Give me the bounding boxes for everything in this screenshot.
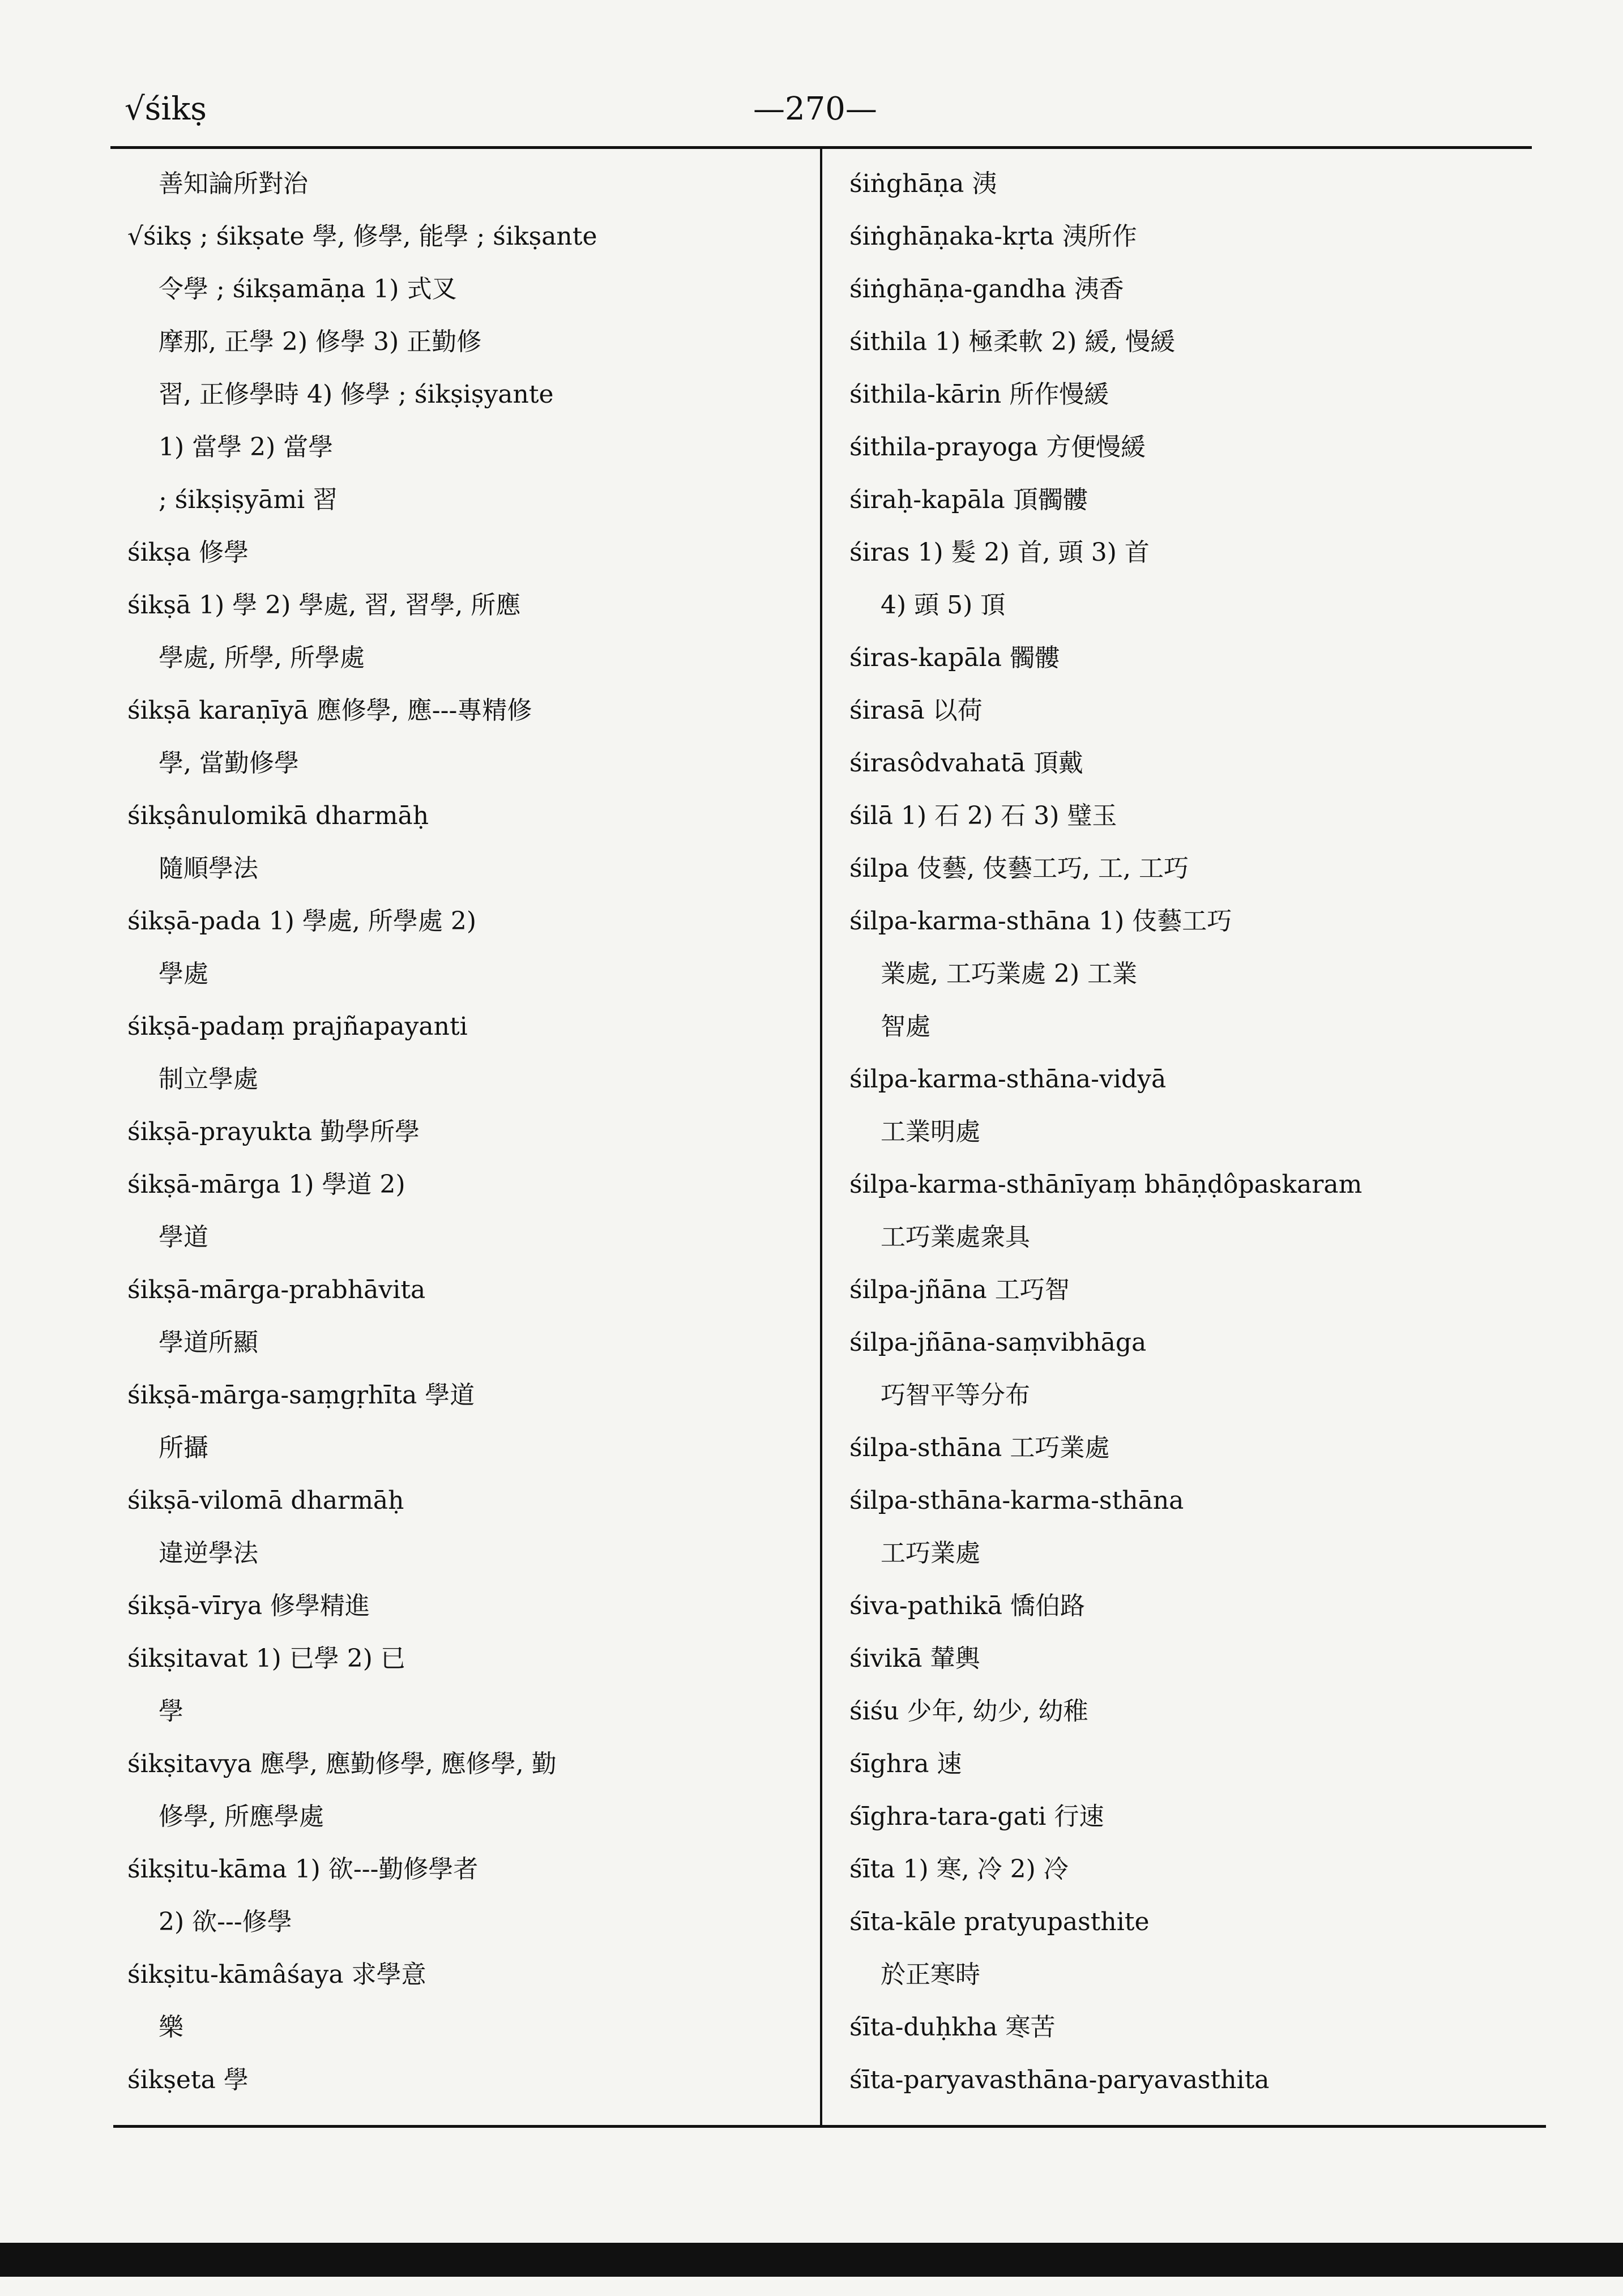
dictionary-line: śīta-kāle pratyupasthite <box>849 1907 1150 1936</box>
dictionary-line: śikṣā-pada 1) 學處, 所學處 2) <box>127 907 477 936</box>
bottom-rule <box>113 2125 1546 2128</box>
dictionary-line: 制立學處 <box>159 1065 258 1094</box>
dictionary-line: ; śikṣiṣyāmi 習 <box>159 485 338 514</box>
dictionary-line: 修學, 所應學處 <box>159 1802 324 1831</box>
dictionary-line: śiva-pathikā 憍伯路 <box>849 1591 1085 1620</box>
dictionary-line: śikṣa 修學 <box>127 538 249 567</box>
dictionary-line: śikṣitavat 1) 已學 2) 已 <box>127 1644 405 1673</box>
dictionary-line: 業處, 工巧業處 2) 工業 <box>881 959 1138 988</box>
dictionary-line: 隨順學法 <box>159 854 258 883</box>
dictionary-line: śiras-kapāla 髑髏 <box>849 643 1060 672</box>
right-column <box>849 157 1506 2106</box>
dictionary-line: śīghra-tara-gati 行速 <box>849 1802 1104 1831</box>
dictionary-line: śīta-paryavasthāna-paryavasthita <box>849 2065 1270 2094</box>
dictionary-line: 巧智平等分布 <box>881 1381 1030 1410</box>
dictionary-line: śilpa-karma-sthāna-vidyā <box>849 1065 1167 1094</box>
dictionary-line: śikṣânulomikā dharmāḥ <box>127 801 429 830</box>
dictionary-line: śikṣitu-kāmâśaya 求學意 <box>127 1960 426 1989</box>
dictionary-line: 工巧業處衆具 <box>881 1223 1030 1252</box>
dictionary-line: śikṣā-vīrya 修學精進 <box>127 1591 370 1620</box>
dictionary-line: 於正寒時 <box>881 1960 980 1989</box>
dictionary-line: 學處, 所學, 所學處 <box>159 643 365 672</box>
dictionary-line: śikṣitavya 應學, 應勤修學, 應修學, 勤 <box>127 1749 557 1778</box>
column-divider <box>820 148 822 2125</box>
dictionary-line: 善知論所對治 <box>159 169 308 198</box>
dictionary-line: 1) 當學 2) 當學 <box>159 433 334 462</box>
dictionary-line: śivikā 輦輿 <box>849 1644 980 1673</box>
dictionary-line: śiṅghāṇaka-kṛta 洟所作 <box>849 222 1137 251</box>
dictionary-line: 2) 欲---修學 <box>159 1907 292 1936</box>
dictionary-line: 學道 <box>159 1223 208 1252</box>
dictionary-line: śilpa-sthāna-karma-sthāna <box>849 1486 1184 1515</box>
dictionary-line: 習, 正修學時 4) 修學 ; śikṣiṣyante <box>159 380 554 409</box>
dictionary-line: śilpa-jñāna-saṃvibhāga <box>849 1328 1147 1357</box>
dictionary-line: śīta 1) 寒, 冷 2) 冷 <box>849 1855 1069 1884</box>
dictionary-line: śikṣā-vilomā dharmāḥ <box>127 1486 404 1515</box>
dictionary-line: 違逆學法 <box>159 1539 258 1568</box>
dictionary-line: 學處 <box>159 959 208 988</box>
dictionary-line: 智處 <box>881 1012 930 1041</box>
dictionary-line: śikṣā-prayukta 勤學所學 <box>127 1117 420 1146</box>
dictionary-line: śikṣitu-kāma 1) 欲---勤修學者 <box>127 1855 479 1884</box>
dictionary-line: śirasôdvahatā 頂戴 <box>849 749 1083 778</box>
dictionary-line: śikṣā-mārga-saṃgṛhīta 學道 <box>127 1381 475 1410</box>
dictionary-line: 工巧業處 <box>881 1539 980 1568</box>
dictionary-line: śilpa-jñāna 工巧智 <box>849 1275 1070 1304</box>
dictionary-line: śiśu 少年, 幼少, 幼稚 <box>849 1697 1088 1726</box>
dictionary-line: śikṣā-padaṃ prajñapayanti <box>127 1012 468 1041</box>
dictionary-line: śikṣā-mārga 1) 學道 2) <box>127 1170 405 1199</box>
dictionary-line: śikṣeta 學 <box>127 2065 249 2094</box>
dictionary-line: √śikṣ ; śikṣate 學, 修學, 能學 ; śikṣante <box>127 222 597 251</box>
dictionary-line: 工業明處 <box>881 1117 980 1146</box>
dictionary-line: śilpa-karma-sthāna 1) 伎藝工巧 <box>849 907 1232 936</box>
dictionary-line: 摩那, 正學 2) 修學 3) 正勤修 <box>159 327 482 356</box>
dictionary-line: 所攝 <box>159 1433 208 1462</box>
dictionary-line: 學道所顯 <box>159 1328 258 1357</box>
scan-edge-band <box>0 2243 1623 2277</box>
dictionary-line: śilpa 伎藝, 伎藝工巧, 工, 工巧 <box>849 854 1189 883</box>
dictionary-line: śiraḥ-kapāla 頂髑髏 <box>849 485 1088 514</box>
dictionary-line: śithila 1) 極柔軟 2) 緩, 慢緩 <box>849 327 1176 356</box>
dictionary-line: śilpa-sthāna 工巧業處 <box>849 1433 1110 1462</box>
dictionary-line: śīghra 速 <box>849 1749 962 1778</box>
left-column <box>127 157 804 2106</box>
dictionary-line: śikṣā-mārga-prabhāvita <box>127 1275 426 1304</box>
dictionary-line: śikṣā karaṇīyā 應修學, 應---專精修 <box>127 696 532 725</box>
dictionary-line: 4) 頭 5) 頂 <box>881 591 1006 620</box>
dictionary-line: 學, 當勤修學 <box>159 749 299 778</box>
dictionary-line: 學 <box>159 1697 183 1726</box>
dictionary-line: śithila-prayoga 方便慢緩 <box>849 433 1146 462</box>
header-root-word: √śikṣ <box>125 91 207 127</box>
dictionary-line: 令學 ; śikṣamāṇa 1) 式叉 <box>159 275 457 304</box>
dictionary-line: 樂 <box>159 2013 183 2042</box>
dictionary-line: śīta-duḥkha 寒苦 <box>849 2013 1056 2042</box>
dictionary-line: śilpa-karma-sthānīyaṃ bhāṇḍôpaskaram <box>849 1170 1363 1199</box>
dictionary-line: śiṅghāṇa 洟 <box>849 169 997 198</box>
dictionary-line: śithila-kārin 所作慢緩 <box>849 380 1109 409</box>
dictionary-line: śiṅghāṇa-gandha 洟香 <box>849 275 1124 304</box>
dictionary-line: śilā 1) 石 2) 石 3) 璧玉 <box>849 801 1117 830</box>
dictionary-line: śikṣā 1) 學 2) 學處, 習, 習學, 所應 <box>127 591 521 620</box>
dictionary-line: śiras 1) 髮 2) 首, 頭 3) 首 <box>849 538 1150 567</box>
page-number: —270— <box>753 91 877 127</box>
dictionary-line: śirasā 以荷 <box>849 696 983 725</box>
